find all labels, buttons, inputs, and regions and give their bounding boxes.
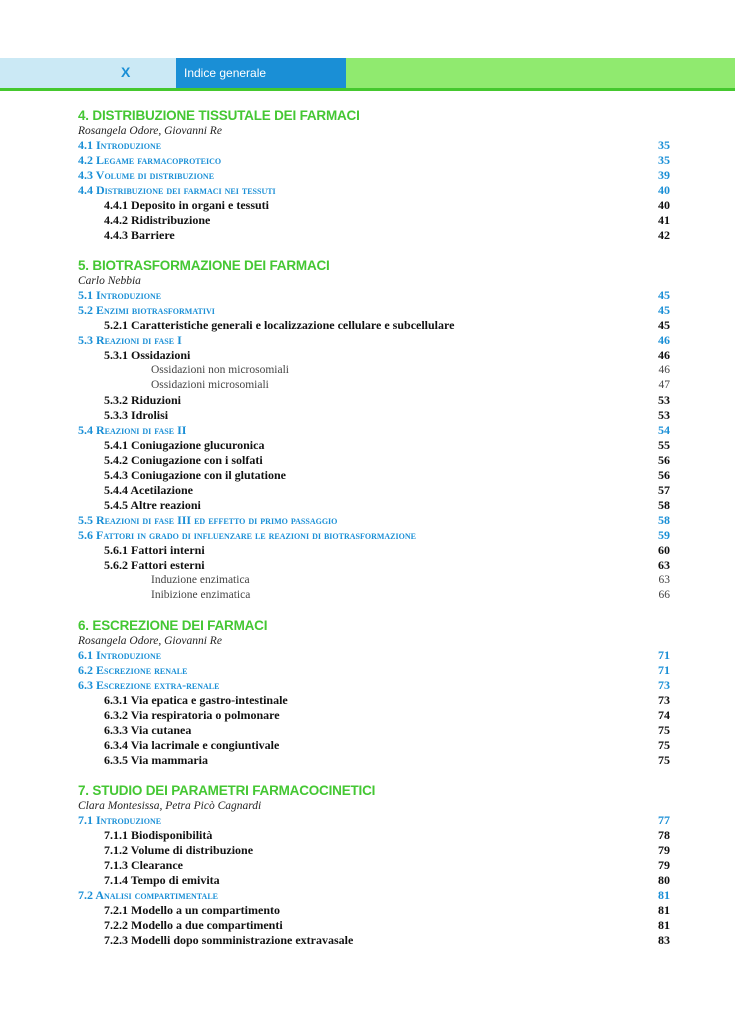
toc-section-row[interactable]	[78, 303, 670, 318]
entry-page: 56	[658, 468, 670, 482]
entry-text: 6.2 Escrezione renale	[78, 663, 188, 677]
chapter-authors: Rosangela Odore, Giovanni Re	[78, 125, 222, 137]
toc-subsubsection-row[interactable]	[78, 573, 670, 588]
entry-text: 7.1 Introduzione	[78, 813, 162, 827]
header-left-band	[0, 58, 176, 88]
chapter-title: 7. STUDIO DEI PARAMETRI FARMACOCINETICI	[78, 783, 376, 798]
entry-page: 42	[658, 228, 670, 242]
entry-page: 40	[658, 183, 670, 197]
entry-text: 5.6 Fattori in grado di influenzare le reazioni di biotrasformazione	[78, 528, 416, 542]
entry-page: 55	[658, 438, 670, 452]
entry-text: 5.5 Reazioni di fase III ed effetto di primo passaggio	[78, 513, 338, 527]
chapter-title: 6. ESCREZIONE DEI FARMACI	[78, 618, 268, 633]
entry-text: Inibizione enzimatica	[151, 589, 251, 601]
entry-text: 7.2 Analisi compartimentale	[78, 888, 218, 902]
toc-subsection-row[interactable]	[78, 873, 670, 888]
entry-text: 4.1 Introduzione	[78, 138, 162, 152]
toc-subsection-row[interactable]	[78, 228, 670, 243]
chapter-authors: Clara Montesissa, Petra Picò Cagnardi	[78, 800, 262, 812]
toc-section-row[interactable]	[78, 888, 670, 903]
entry-text: 5.6.1 Fattori interni	[104, 543, 205, 557]
entry-text: 6.3.2 Via respiratoria o polmonare	[104, 708, 280, 722]
entry-text: 5.3.3 Idrolisi	[104, 408, 169, 422]
entry-text: 6.3 Escrezione extra-renale	[78, 678, 220, 692]
entry-page: 40	[658, 198, 670, 212]
chapter-block	[78, 258, 670, 603]
entry-page: 35	[658, 153, 670, 167]
entry-text: 7.2.2 Modello a due compartimenti	[104, 918, 283, 932]
toc-subsection-row[interactable]	[78, 198, 670, 213]
chapter-title: 5. BIOTRASFORMAZIONE DEI FARMACI	[78, 258, 330, 273]
entry-page: 39	[658, 168, 670, 182]
toc-subsection-row[interactable]	[78, 903, 670, 918]
toc-subsection-row[interactable]	[78, 753, 670, 768]
entry-page: 63	[658, 574, 670, 586]
running-title: Indice generale	[184, 66, 267, 80]
page-number: X	[121, 64, 131, 80]
entry-page: 60	[658, 543, 670, 557]
entry-page: 57	[658, 483, 670, 497]
toc-subsection-row[interactable]	[78, 438, 670, 453]
toc-section-row[interactable]	[78, 138, 670, 153]
toc-subsection-row[interactable]	[78, 858, 670, 873]
entry-page: 53	[658, 393, 670, 407]
chapter-title: 4. DISTRIBUZIONE TISSUTALE DEI FARMACI	[78, 108, 360, 123]
entry-page: 78	[658, 828, 670, 842]
entry-page: 45	[658, 288, 670, 302]
entry-page: 75	[658, 753, 670, 767]
toc-subsection-row[interactable]	[78, 348, 670, 363]
toc-section-row[interactable]	[78, 168, 670, 183]
entry-text: 7.2.1 Modello a un compartimento	[104, 903, 280, 917]
entry-page: 75	[658, 738, 670, 752]
chapter-block	[78, 618, 670, 768]
toc-subsection-row[interactable]	[78, 723, 670, 738]
entry-text: 5.4.5 Altre reazioni	[104, 498, 201, 512]
entry-page: 53	[658, 408, 670, 422]
toc-subsubsection-row[interactable]	[78, 588, 670, 603]
toc-subsection-row[interactable]	[78, 843, 670, 858]
entry-text: 5.4.3 Coniugazione con il glutatione	[104, 468, 287, 482]
entry-page: 56	[658, 453, 670, 467]
toc-section-row[interactable]	[78, 813, 670, 828]
entry-text: 4.4.3 Barriere	[104, 228, 175, 242]
entry-page: 35	[658, 138, 670, 152]
entry-page: 83	[658, 933, 670, 947]
chapter-authors: Carlo Nebbia	[78, 275, 141, 287]
page-header	[0, 58, 735, 90]
entry-text: Ossidazioni non microsomiali	[151, 364, 289, 376]
toc-subsection-row[interactable]	[78, 558, 670, 573]
entry-text: 7.1.3 Clearance	[104, 858, 183, 872]
toc-section-row[interactable]	[78, 513, 670, 528]
toc-section-row[interactable]	[78, 648, 670, 663]
entry-text: 7.1.2 Volume di distribuzione	[104, 843, 254, 857]
entry-text: 5.6.2 Fattori esterni	[104, 558, 205, 572]
entry-text: Ossidazioni microsomiali	[151, 379, 269, 391]
entry-page: 77	[658, 813, 670, 827]
toc-subsubsection-row[interactable]	[78, 363, 670, 378]
entry-page: 45	[658, 318, 670, 332]
entry-page: 73	[658, 678, 670, 692]
entry-text: 6.3.5 Via mammaria	[104, 753, 208, 767]
entry-text: 6.1 Introduzione	[78, 648, 162, 662]
toc-subsection-row[interactable]	[78, 393, 670, 408]
entry-page: 47	[658, 379, 670, 391]
entry-text: 7.1.1 Biodisponibilità	[104, 828, 213, 842]
entry-text: 7.2.3 Modelli dopo somministrazione extravasale	[104, 933, 354, 947]
toc-section-row[interactable]	[78, 288, 670, 303]
toc-subsection-row[interactable]	[78, 543, 670, 558]
entry-text: 6.3.4 Via lacrimale e congiuntivale	[104, 738, 280, 752]
toc-section-row[interactable]	[78, 333, 670, 348]
toc-subsection-row[interactable]	[78, 408, 670, 423]
entry-page: 58	[658, 513, 670, 527]
header-right-band	[346, 58, 735, 88]
toc-subsection-row[interactable]	[78, 483, 670, 498]
toc-section-row[interactable]	[78, 528, 670, 543]
entry-page: 46	[658, 333, 670, 347]
entry-page: 74	[658, 708, 670, 722]
entry-text: 5.4.4 Acetilazione	[104, 483, 193, 497]
entry-text: 4.4 Distribuzione dei farmaci nei tessuti	[78, 183, 276, 197]
toc-subsection-row[interactable]	[78, 318, 670, 333]
entry-text: 5.2 Enzimi biotrasformativi	[78, 303, 215, 317]
chapter-block	[78, 108, 670, 243]
toc-section-row[interactable]	[78, 183, 670, 198]
entry-page: 81	[658, 888, 670, 902]
entry-page: 81	[658, 903, 670, 917]
entry-page: 46	[658, 364, 670, 376]
entry-text: 5.4 Reazioni di fase II	[78, 423, 187, 437]
toc-subsection-row[interactable]	[78, 933, 670, 948]
entry-text: 4.3 Volume di distribuzione	[78, 168, 215, 182]
entry-page: 73	[658, 693, 670, 707]
toc-subsection-row[interactable]	[78, 828, 670, 843]
chapter-block	[78, 783, 670, 948]
entry-text: 6.3.3 Via cutanea	[104, 723, 192, 737]
entry-text: 4.4.2 Ridistribuzione	[104, 213, 211, 227]
toc-subsection-row[interactable]	[78, 708, 670, 723]
toc-section-row[interactable]	[78, 663, 670, 678]
entry-page: 45	[658, 303, 670, 317]
entry-text: 5.4.2 Coniugazione con i solfati	[104, 453, 263, 467]
entry-text: 4.4.1 Deposito in organi e tessuti	[104, 198, 269, 212]
entry-page: 58	[658, 498, 670, 512]
entry-text: 5.1 Introduzione	[78, 288, 162, 302]
entry-page: 54	[658, 423, 670, 437]
toc-subsection-row[interactable]	[78, 213, 670, 228]
entry-page: 71	[658, 663, 670, 677]
toc-subsection-row[interactable]	[78, 693, 670, 708]
entry-text: 6.3.1 Via epatica e gastro-intestinale	[104, 693, 288, 707]
toc-subsection-row[interactable]	[78, 468, 670, 483]
toc-subsection-row[interactable]	[78, 453, 670, 468]
entry-page: 63	[658, 558, 670, 572]
header-rule	[0, 88, 735, 91]
toc-subsection-row[interactable]	[78, 918, 670, 933]
entry-text: 7.1.4 Tempo di emivita	[104, 873, 220, 887]
table-of-contents	[78, 108, 670, 948]
entry-page: 59	[658, 528, 670, 542]
entry-page: 41	[658, 213, 670, 227]
chapter-authors: Rosangela Odore, Giovanni Re	[78, 635, 222, 647]
toc-section-row[interactable]	[78, 678, 670, 693]
entry-page: 79	[658, 843, 670, 857]
entry-text: 5.3.1 Ossidazioni	[104, 348, 191, 362]
entry-page: 46	[658, 348, 670, 362]
toc-subsection-row[interactable]	[78, 738, 670, 753]
entry-page: 66	[658, 589, 670, 601]
toc-section-row[interactable]	[78, 153, 670, 168]
entry-text: 4.2 Legame farmacoproteico	[78, 153, 222, 167]
entry-page: 71	[658, 648, 670, 662]
entry-text: 5.3.2 Riduzioni	[104, 393, 182, 407]
entry-page: 79	[658, 858, 670, 872]
entry-text: Induzione enzimatica	[151, 574, 250, 586]
entry-page: 75	[658, 723, 670, 737]
entry-text: 5.3 Reazioni di fase I	[78, 333, 182, 347]
toc-subsubsection-row[interactable]	[78, 378, 670, 393]
toc-section-row[interactable]	[78, 423, 670, 438]
entry-page: 81	[658, 918, 670, 932]
toc-subsection-row[interactable]	[78, 498, 670, 513]
entry-page: 80	[658, 873, 670, 887]
entry-text: 5.4.1 Coniugazione glucuronica	[104, 438, 265, 452]
entry-text: 5.2.1 Caratteristiche generali e localizzazione cellulare e subcellulare	[104, 318, 455, 332]
